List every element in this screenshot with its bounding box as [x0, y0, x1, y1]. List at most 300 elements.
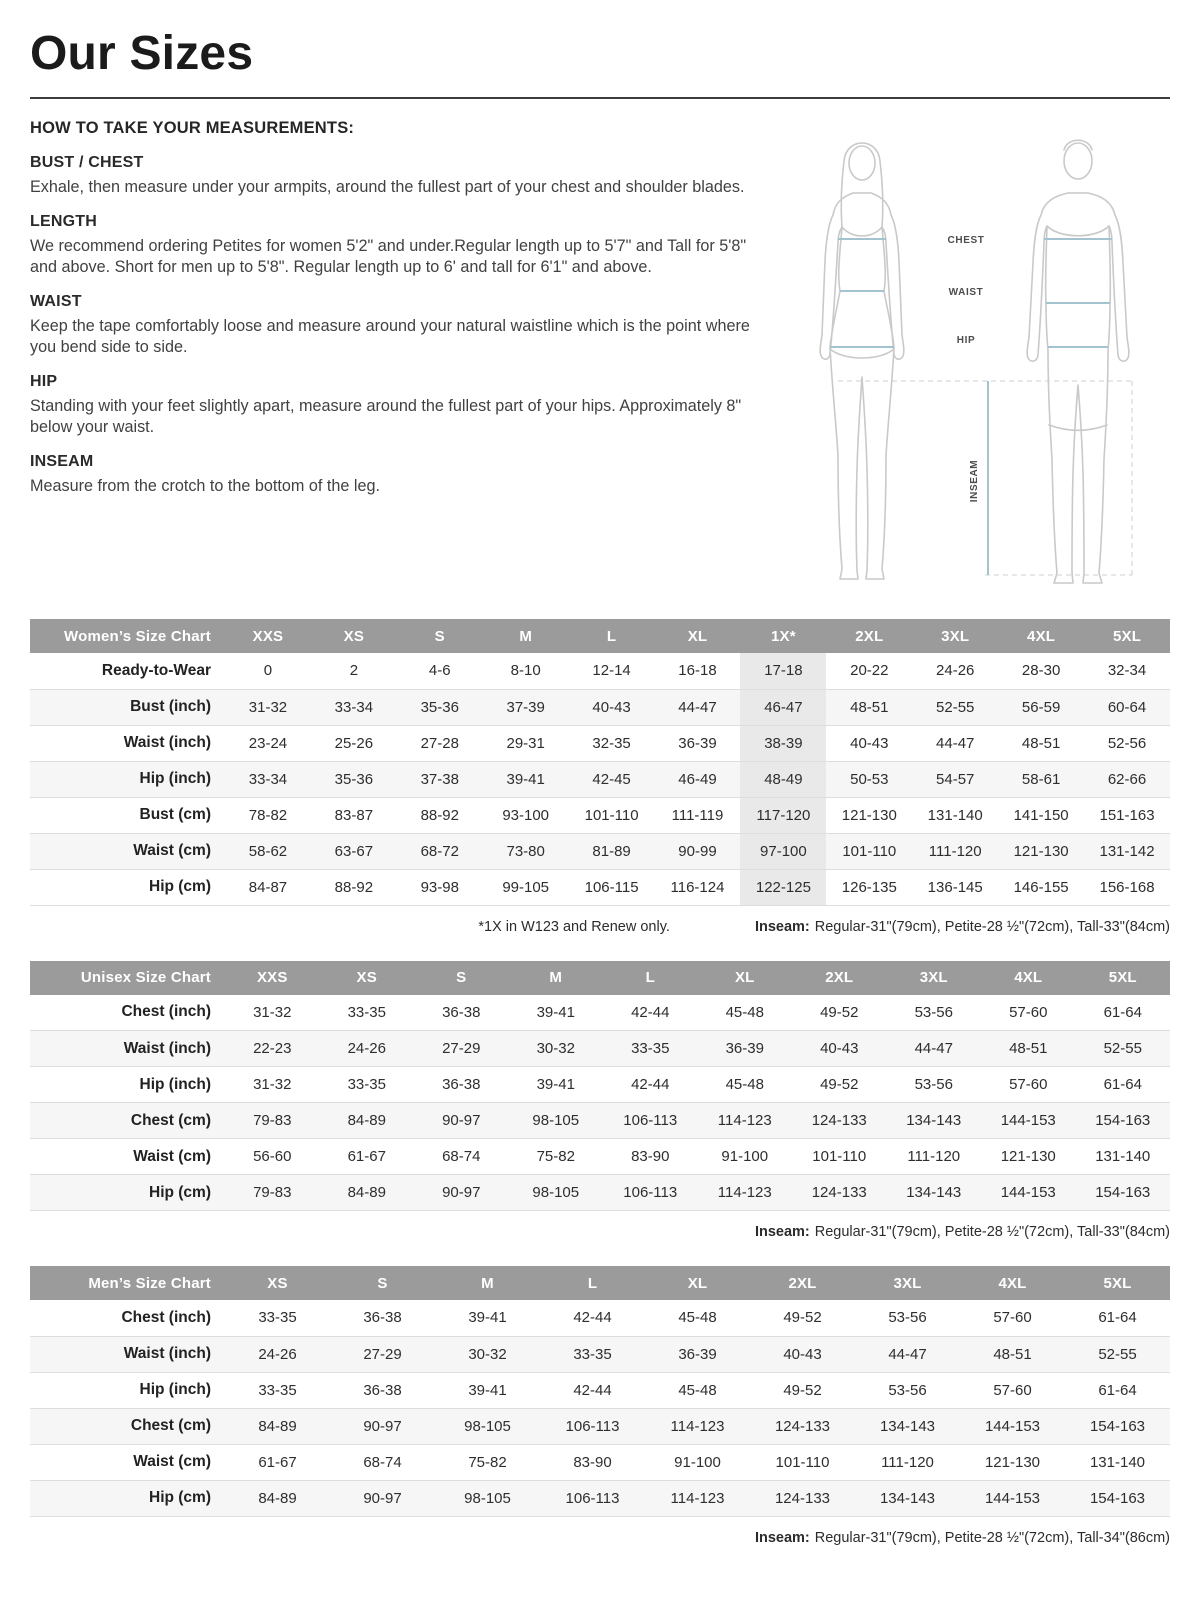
- bust-chest-text: Exhale, then measure under your armpits, around the fullest part of your chest and shoulder blades.: [30, 178, 745, 196]
- size-cell: 101-110: [792, 1139, 887, 1175]
- row-label: Waist (cm): [30, 833, 225, 869]
- size-cell: 154-163: [1065, 1408, 1170, 1444]
- size-column-header: 3XL: [912, 619, 998, 653]
- size-cell: 121-130: [998, 833, 1084, 869]
- size-cell: 146-155: [998, 869, 1084, 905]
- size-cell: 114-123: [698, 1103, 793, 1139]
- size-cell: 52-56: [1084, 725, 1170, 761]
- size-cell: 48-51: [960, 1336, 1065, 1372]
- size-cell: 33-35: [225, 1372, 330, 1408]
- size-cell: 114-123: [645, 1408, 750, 1444]
- size-cell: 90-97: [330, 1480, 435, 1516]
- size-cell: 36-39: [655, 725, 741, 761]
- title-divider: [30, 97, 1170, 99]
- size-cell: 58-62: [225, 833, 311, 869]
- size-cell: 39-41: [509, 1067, 604, 1103]
- instruction-bust-chest: [30, 154, 755, 198]
- size-cell: 53-56: [855, 1300, 960, 1336]
- size-cell: 52-55: [1076, 1031, 1171, 1067]
- size-cell: 62-66: [1084, 761, 1170, 797]
- size-cell: 30-32: [509, 1031, 604, 1067]
- womens-inseam-note: [755, 919, 1170, 935]
- size-cell: 73-80: [483, 833, 569, 869]
- table-title: Men’s Size Chart: [30, 1266, 225, 1300]
- size-cell: 53-56: [887, 995, 982, 1031]
- size-cell: 97-100: [740, 833, 826, 869]
- size-cell: 49-52: [750, 1300, 855, 1336]
- size-cell: 111-120: [912, 833, 998, 869]
- size-cell: 116-124: [655, 869, 741, 905]
- size-cell: 57-60: [981, 995, 1076, 1031]
- size-cell: 79-83: [225, 1175, 320, 1211]
- table-row: [30, 995, 1170, 1031]
- size-cell: 31-32: [225, 1067, 320, 1103]
- measurements-section: [30, 119, 1170, 593]
- size-cell: 144-153: [981, 1175, 1076, 1211]
- size-cell: 44-47: [887, 1031, 982, 1067]
- size-cell: 68-74: [414, 1139, 509, 1175]
- table-row: [30, 725, 1170, 761]
- size-cell: 151-163: [1084, 797, 1170, 833]
- size-column-header: XS: [225, 1266, 330, 1300]
- table-row: [30, 1031, 1170, 1067]
- size-cell: 144-153: [981, 1103, 1076, 1139]
- size-cell: 45-48: [645, 1300, 750, 1336]
- table-header-row: [30, 619, 1170, 653]
- size-cell: 44-47: [912, 725, 998, 761]
- size-cell: 83-87: [311, 797, 397, 833]
- unisex-table-notes: [30, 1224, 1170, 1240]
- size-column-header: M: [483, 619, 569, 653]
- row-label: Ready-to-Wear: [30, 653, 225, 689]
- size-cell: 93-100: [483, 797, 569, 833]
- size-cell: 56-59: [998, 689, 1084, 725]
- size-cell: 121-130: [981, 1139, 1076, 1175]
- size-cell: 134-143: [887, 1103, 982, 1139]
- instruction-length: [30, 213, 755, 278]
- size-column-header: 5XL: [1076, 961, 1171, 995]
- page-title: Our Sizes: [30, 27, 254, 80]
- size-cell: 84-89: [225, 1408, 330, 1444]
- size-cell: 33-35: [225, 1300, 330, 1336]
- size-cell: 32-34: [1084, 653, 1170, 689]
- size-cell: 91-100: [698, 1139, 793, 1175]
- mens-inseam-note: [755, 1530, 1170, 1546]
- row-label: Hip (inch): [30, 761, 225, 797]
- size-cell: 106-113: [603, 1103, 698, 1139]
- size-cell: 36-39: [698, 1031, 793, 1067]
- instruction-inseam: [30, 453, 755, 497]
- measurement-diagram: [780, 119, 1170, 593]
- table-row: [30, 797, 1170, 833]
- row-label: Hip (inch): [30, 1067, 225, 1103]
- size-cell: 54-57: [912, 761, 998, 797]
- size-cell: 4-6: [397, 653, 483, 689]
- womens-size-chart-table: [30, 619, 1170, 906]
- size-cell: 39-41: [435, 1300, 540, 1336]
- table-row: [30, 1444, 1170, 1480]
- size-column-header: XS: [320, 961, 415, 995]
- row-label: Bust (inch): [30, 689, 225, 725]
- woman-figure-icon: [820, 143, 904, 579]
- size-cell: 154-163: [1065, 1480, 1170, 1516]
- size-column-header: 3XL: [855, 1266, 960, 1300]
- hip-diagram-label: HIP: [956, 335, 976, 346]
- size-cell: 27-29: [414, 1031, 509, 1067]
- size-column-header: M: [435, 1266, 540, 1300]
- size-cell: 90-97: [414, 1175, 509, 1211]
- size-cell: 48-51: [998, 725, 1084, 761]
- table-header-row: [30, 961, 1170, 995]
- size-cell: 88-92: [397, 797, 483, 833]
- size-cell: 98-105: [435, 1480, 540, 1516]
- size-cell: 83-90: [540, 1444, 645, 1480]
- length-text: We recommend ordering Petites for women 5'2" and under.Regular length up to 5'7" and Tall for 5'8" and above. Short for men up to 5'8". Regular length up to 6' and tall for 6'1" and above.: [30, 237, 747, 277]
- size-cell: 131-140: [1065, 1444, 1170, 1480]
- hip-heading: HIP: [30, 373, 58, 391]
- size-cell: 31-32: [225, 689, 311, 725]
- table-row: [30, 1480, 1170, 1516]
- size-cell: 42-44: [603, 995, 698, 1031]
- inseam-note-label: Inseam:: [754, 1529, 810, 1546]
- size-cell: 27-28: [397, 725, 483, 761]
- table-row: [30, 1336, 1170, 1372]
- size-cell: 33-35: [540, 1336, 645, 1372]
- size-column-header: 2XL: [792, 961, 887, 995]
- row-label: Chest (inch): [30, 1300, 225, 1336]
- size-cell: 111-120: [887, 1139, 982, 1175]
- table-row: [30, 761, 1170, 797]
- size-cell: 61-64: [1076, 1067, 1171, 1103]
- size-cell: 156-168: [1084, 869, 1170, 905]
- size-cell: 36-38: [330, 1372, 435, 1408]
- size-cell: 106-113: [540, 1408, 645, 1444]
- size-column-header: L: [569, 619, 655, 653]
- size-cell: 134-143: [887, 1175, 982, 1211]
- size-cell: 56-60: [225, 1139, 320, 1175]
- size-cell: 20-22: [826, 653, 912, 689]
- size-cell: 49-52: [792, 995, 887, 1031]
- size-cell: 53-56: [855, 1372, 960, 1408]
- size-column-header: XS: [311, 619, 397, 653]
- size-cell: 36-38: [330, 1300, 435, 1336]
- instructions-heading: HOW TO TAKE YOUR MEASUREMENTS:: [30, 119, 355, 137]
- size-cell: 68-72: [397, 833, 483, 869]
- size-cell: 121-130: [960, 1444, 1065, 1480]
- row-label: Hip (cm): [30, 1175, 225, 1211]
- row-label: Hip (cm): [30, 869, 225, 905]
- size-cell: 141-150: [998, 797, 1084, 833]
- size-cell: 24-26: [912, 653, 998, 689]
- row-label: Chest (cm): [30, 1103, 225, 1139]
- size-cell: 0: [225, 653, 311, 689]
- table-row: [30, 1372, 1170, 1408]
- size-cell: 33-34: [225, 761, 311, 797]
- size-cell: 81-89: [569, 833, 655, 869]
- inseam-heading: INSEAM: [30, 453, 94, 471]
- size-cell: 42-44: [603, 1067, 698, 1103]
- inseam-text: Measure from the crotch to the bottom of the leg.: [30, 477, 381, 496]
- size-cell: 84-89: [320, 1175, 415, 1211]
- waist-text: Keep the tape comfortably loose and measure around your natural waistline which is the point where you bend side to side.: [30, 317, 750, 357]
- size-cell: 30-32: [435, 1336, 540, 1372]
- size-column-header: 5XL: [1084, 619, 1170, 653]
- size-cell: 75-82: [435, 1444, 540, 1480]
- size-cell: 124-133: [792, 1103, 887, 1139]
- size-cell: 126-135: [826, 869, 912, 905]
- size-cell: 111-119: [655, 797, 741, 833]
- size-cell: 101-110: [826, 833, 912, 869]
- row-label: Waist (inch): [30, 725, 225, 761]
- size-cell: 61-64: [1076, 995, 1171, 1031]
- mens-size-chart-table: [30, 1266, 1170, 1517]
- size-cell: 42-44: [540, 1300, 645, 1336]
- size-column-header: S: [414, 961, 509, 995]
- size-cell: 40-43: [826, 725, 912, 761]
- measurement-instructions: [30, 119, 770, 593]
- size-cell: 131-140: [1076, 1139, 1171, 1175]
- size-cell: 24-26: [320, 1031, 415, 1067]
- size-cell: 68-74: [330, 1444, 435, 1480]
- size-cell: 33-34: [311, 689, 397, 725]
- unisex-size-chart-table: [30, 961, 1170, 1212]
- row-label: Bust (cm): [30, 797, 225, 833]
- table-title: Unisex Size Chart: [30, 961, 225, 995]
- size-cell: 101-110: [569, 797, 655, 833]
- size-cell: 42-45: [569, 761, 655, 797]
- hip-text: Standing with your feet slightly apart, measure around the fullest part of your hips. Approximately 8" below your waist.: [30, 397, 742, 437]
- table-title: Women’s Size Chart: [30, 619, 225, 653]
- row-label: Waist (inch): [30, 1336, 225, 1372]
- size-cell: 98-105: [509, 1103, 604, 1139]
- size-cell: 58-61: [998, 761, 1084, 797]
- size-column-header: S: [397, 619, 483, 653]
- size-cell: 42-44: [540, 1372, 645, 1408]
- size-cell: 83-90: [603, 1139, 698, 1175]
- size-cell: 134-143: [855, 1408, 960, 1444]
- row-label: Hip (cm): [30, 1480, 225, 1516]
- waist-diagram-label: WAIST: [948, 287, 984, 298]
- size-cell: 144-153: [960, 1480, 1065, 1516]
- size-cell: 40-43: [750, 1336, 855, 1372]
- size-cell: 29-31: [483, 725, 569, 761]
- size-cell: 33-35: [320, 1067, 415, 1103]
- size-cell: 8-10: [483, 653, 569, 689]
- size-cell: 23-24: [225, 725, 311, 761]
- size-cell: 57-60: [981, 1067, 1076, 1103]
- size-cell: 124-133: [792, 1175, 887, 1211]
- size-column-header: XXS: [225, 961, 320, 995]
- size-cell: 78-82: [225, 797, 311, 833]
- row-label: Hip (inch): [30, 1372, 225, 1408]
- inseam-note-text: Regular-31"(79cm), Petite-28 ½"(72cm), Tall-34"(86cm): [814, 1529, 1170, 1546]
- size-column-header: 2XL: [750, 1266, 855, 1300]
- size-cell: 90-97: [414, 1103, 509, 1139]
- size-cell: 63-67: [311, 833, 397, 869]
- 1x-footnote: *1X in W123 and Renew only.: [478, 918, 670, 935]
- size-cell: 32-35: [569, 725, 655, 761]
- size-cell: 131-140: [912, 797, 998, 833]
- body-measurement-illustration: [780, 123, 1170, 588]
- size-column-header: 4XL: [981, 961, 1076, 995]
- size-cell: 134-143: [855, 1480, 960, 1516]
- size-cell: 117-120: [740, 797, 826, 833]
- size-cell: 33-35: [603, 1031, 698, 1067]
- size-cell: 46-47: [740, 689, 826, 725]
- size-cell: 36-38: [414, 1067, 509, 1103]
- size-cell: 37-38: [397, 761, 483, 797]
- size-cell: 114-123: [645, 1480, 750, 1516]
- size-cell: 61-64: [1065, 1300, 1170, 1336]
- size-cell: 91-100: [645, 1444, 750, 1480]
- size-column-header: 2XL: [826, 619, 912, 653]
- table-row: [30, 869, 1170, 905]
- size-cell: 48-49: [740, 761, 826, 797]
- table-row: [30, 1103, 1170, 1139]
- size-cell: 36-39: [645, 1336, 750, 1372]
- size-cell: 98-105: [435, 1408, 540, 1444]
- size-cell: 154-163: [1076, 1103, 1171, 1139]
- size-cell: 40-43: [792, 1031, 887, 1067]
- size-cell: 28-30: [998, 653, 1084, 689]
- size-cell: 39-41: [483, 761, 569, 797]
- row-label: Chest (inch): [30, 995, 225, 1031]
- size-cell: 154-163: [1076, 1175, 1171, 1211]
- size-cell: 90-97: [330, 1408, 435, 1444]
- size-cell: 49-52: [750, 1372, 855, 1408]
- size-cell: 33-35: [320, 995, 415, 1031]
- size-cell: 31-32: [225, 995, 320, 1031]
- size-cell: 52-55: [1065, 1336, 1170, 1372]
- size-cell: 12-14: [569, 653, 655, 689]
- size-cell: 25-26: [311, 725, 397, 761]
- size-cell: 99-105: [483, 869, 569, 905]
- size-column-header: M: [509, 961, 604, 995]
- size-cell: 106-115: [569, 869, 655, 905]
- size-cell: 45-48: [698, 995, 793, 1031]
- size-cell: 57-60: [960, 1372, 1065, 1408]
- size-cell: 16-18: [655, 653, 741, 689]
- size-column-header: XL: [698, 961, 793, 995]
- table-row: [30, 653, 1170, 689]
- size-cell: 124-133: [750, 1480, 855, 1516]
- size-cell: 106-113: [603, 1175, 698, 1211]
- size-cell: 49-52: [792, 1067, 887, 1103]
- man-figure-icon: [1027, 140, 1129, 583]
- size-cell: 46-49: [655, 761, 741, 797]
- table-row: [30, 1139, 1170, 1175]
- womens-table-notes: [30, 919, 1170, 935]
- size-cell: 114-123: [698, 1175, 793, 1211]
- size-cell: 50-53: [826, 761, 912, 797]
- table-header-row: [30, 1266, 1170, 1300]
- size-cell: 37-39: [483, 689, 569, 725]
- size-cell: 53-56: [887, 1067, 982, 1103]
- size-cell: 38-39: [740, 725, 826, 761]
- table-row: [30, 1067, 1170, 1103]
- inseam-diagram-label: INSEAM: [969, 459, 980, 503]
- size-cell: 61-67: [225, 1444, 330, 1480]
- mens-table-notes: [30, 1530, 1170, 1546]
- table-row: [30, 833, 1170, 869]
- size-column-header: 4XL: [960, 1266, 1065, 1300]
- size-cell: 24-26: [225, 1336, 330, 1372]
- size-cell: 84-87: [225, 869, 311, 905]
- size-cell: 52-55: [912, 689, 998, 725]
- size-cell: 27-29: [330, 1336, 435, 1372]
- size-cell: 57-60: [960, 1300, 1065, 1336]
- inseam-guide-lines: [838, 381, 1132, 575]
- size-cell: 122-125: [740, 869, 826, 905]
- size-cell: 45-48: [698, 1067, 793, 1103]
- size-column-header: XL: [645, 1266, 750, 1300]
- row-label: Waist (cm): [30, 1444, 225, 1480]
- inseam-note-text: Regular-31"(79cm), Petite-28 ½"(72cm), Tall-33"(84cm): [814, 1224, 1170, 1240]
- size-column-header: L: [603, 961, 698, 995]
- size-cell: 98-105: [509, 1175, 604, 1211]
- size-cell: 44-47: [655, 689, 741, 725]
- size-cell: 61-67: [320, 1139, 415, 1175]
- row-label: Chest (cm): [30, 1408, 225, 1444]
- size-cell: 144-153: [960, 1408, 1065, 1444]
- length-heading: LENGTH: [30, 213, 97, 231]
- instruction-waist: [30, 293, 755, 358]
- size-cell: 106-113: [540, 1480, 645, 1516]
- size-cell: 48-51: [826, 689, 912, 725]
- size-cell: 111-120: [855, 1444, 960, 1480]
- size-cell: 84-89: [320, 1103, 415, 1139]
- table-row: [30, 1300, 1170, 1336]
- unisex-inseam-note: [755, 1224, 1170, 1240]
- table-row: [30, 1408, 1170, 1444]
- size-cell: 17-18: [740, 653, 826, 689]
- size-cell: 84-89: [225, 1480, 330, 1516]
- size-cell: 79-83: [225, 1103, 320, 1139]
- size-column-header: 1X*: [740, 619, 826, 653]
- chest-diagram-label: CHEST: [947, 235, 985, 246]
- size-column-header: 3XL: [887, 961, 982, 995]
- size-cell: 61-64: [1065, 1372, 1170, 1408]
- inseam-note-label: Inseam:: [754, 918, 810, 935]
- table-row: [30, 1175, 1170, 1211]
- size-cell: 88-92: [311, 869, 397, 905]
- size-cell: 121-130: [826, 797, 912, 833]
- size-cell: 39-41: [509, 995, 604, 1031]
- size-cell: 48-51: [981, 1031, 1076, 1067]
- size-cell: 35-36: [397, 689, 483, 725]
- table-row: [30, 689, 1170, 725]
- size-cell: 90-99: [655, 833, 741, 869]
- size-cell: 60-64: [1084, 689, 1170, 725]
- instruction-hip: [30, 373, 755, 438]
- size-cell: 44-47: [855, 1336, 960, 1372]
- size-cell: 2: [311, 653, 397, 689]
- size-column-header: L: [540, 1266, 645, 1300]
- size-cell: 22-23: [225, 1031, 320, 1067]
- size-column-header: S: [330, 1266, 435, 1300]
- size-cell: 40-43: [569, 689, 655, 725]
- bust-chest-heading: BUST / CHEST: [30, 154, 144, 171]
- waist-heading: WAIST: [30, 293, 82, 311]
- size-cell: 39-41: [435, 1372, 540, 1408]
- inseam-note-label: Inseam:: [754, 1224, 810, 1240]
- size-cell: 35-36: [311, 761, 397, 797]
- inseam-note-text: Regular-31"(79cm), Petite-28 ½"(72cm), Tall-33"(84cm): [814, 918, 1170, 935]
- size-cell: 45-48: [645, 1372, 750, 1408]
- size-cell: 101-110: [750, 1444, 855, 1480]
- row-label: Waist (inch): [30, 1031, 225, 1067]
- size-cell: 131-142: [1084, 833, 1170, 869]
